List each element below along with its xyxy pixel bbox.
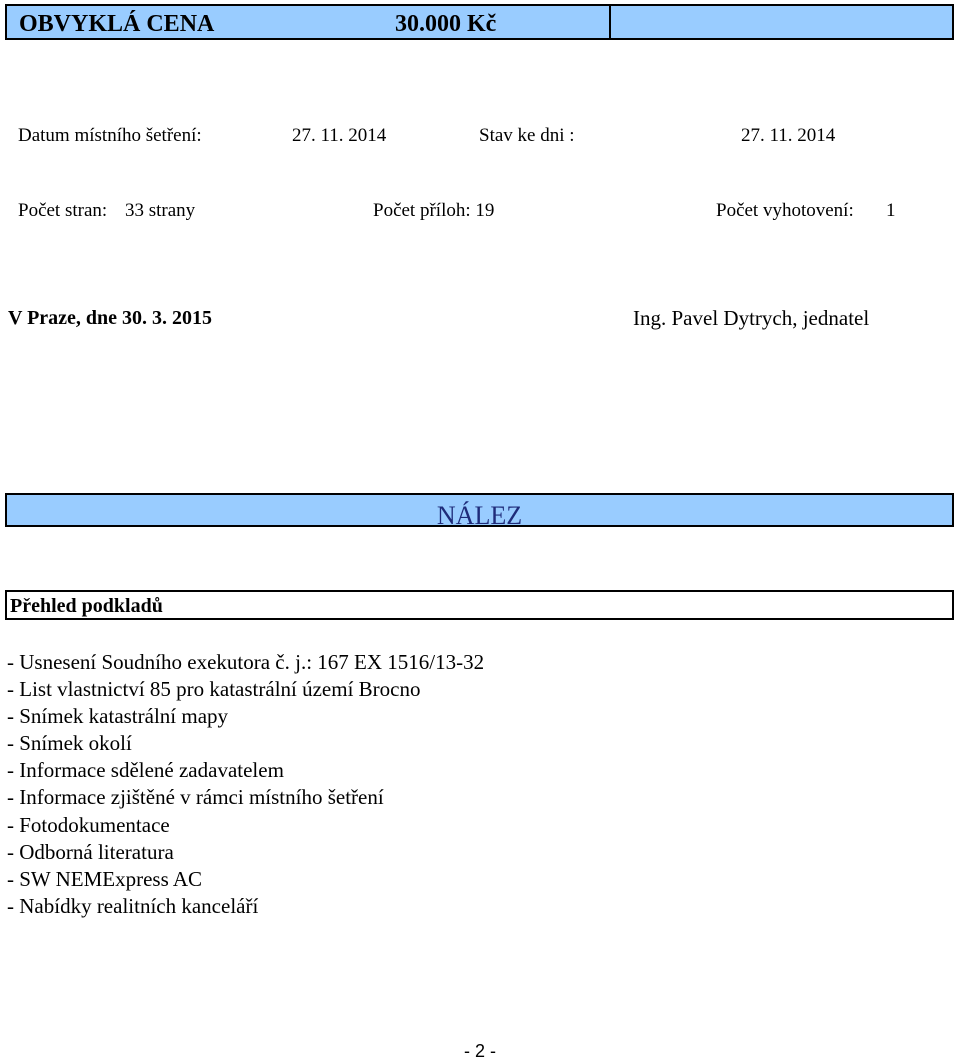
page-count-value: 33 strany <box>125 200 196 221</box>
page-count-label: Počet stran: <box>18 200 108 221</box>
finding-header <box>5 493 954 527</box>
copies-value: 1 <box>886 200 896 221</box>
list-item: - Snímek okolí <box>7 731 132 756</box>
copies-label: Počet vyhotovení: <box>716 200 854 221</box>
sources-header <box>5 590 954 620</box>
list-item: - Snímek katastrální mapy <box>7 704 229 729</box>
state-date-value: 27. 11. 2014 <box>741 125 836 146</box>
sources-title: Přehled podkladů <box>10 595 163 617</box>
list-item: - Usnesení Soudního exekutora č. j.: 167 EX 1516/13-32 <box>7 650 485 674</box>
list-item: - Nabídky realitních kanceláří <box>7 893 259 918</box>
price-label-cell <box>7 6 365 38</box>
price-label: OBVYKLÁ CENA <box>19 11 215 37</box>
price-header <box>5 4 954 40</box>
inspection-date-label: Datum místního šetření: <box>18 125 202 146</box>
signer-name <box>633 306 869 331</box>
state-date-label: Stav ke dni : <box>479 125 575 146</box>
list-item: - Informace zjištěné v rámci místního šetření <box>7 785 384 810</box>
list-item: - SW NEMExpress AC <box>7 866 203 891</box>
sources-list <box>7 649 484 920</box>
finding-title: NÁLEZ <box>436 501 523 527</box>
list-item: - Fotodokumentace <box>7 812 170 837</box>
list-item: - List vlastnictví 85 pro katastrální území Brocno <box>7 677 421 702</box>
list-item: - Odborná literatura <box>7 839 174 864</box>
price-value: 30.000 Kč <box>395 11 497 37</box>
inspection-date-value: 27. 11. 2014 <box>292 125 387 146</box>
price-empty-cell <box>611 6 952 38</box>
page-number: - 2 - <box>464 1041 497 1061</box>
attachments-count: Počet příloh: 19 <box>373 200 495 221</box>
place-date: V Praze, dne 30. 3. 2015 <box>8 307 213 329</box>
list-item: - Informace sdělené zadavatelem <box>7 758 284 783</box>
price-value-cell <box>365 6 611 38</box>
signer-text: Ing. Pavel Dytrych, jednatel <box>633 306 870 330</box>
